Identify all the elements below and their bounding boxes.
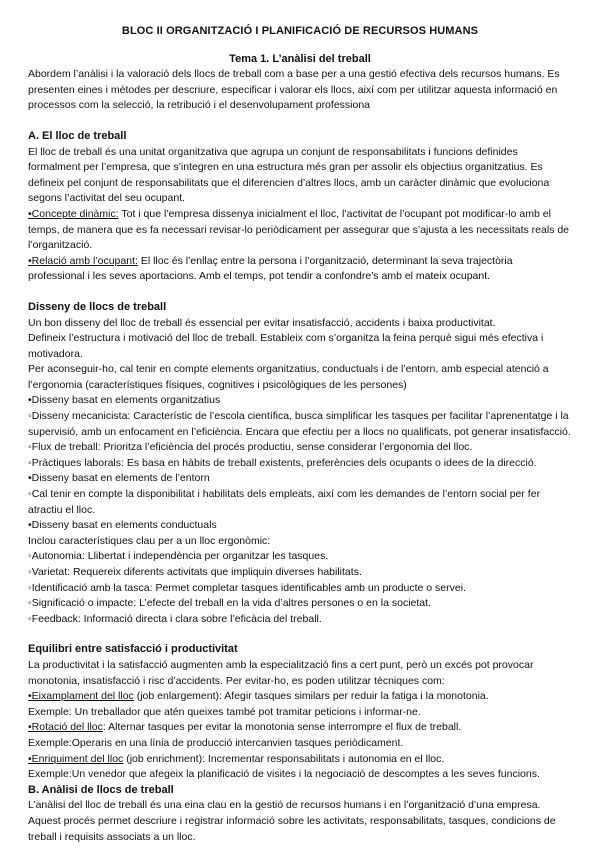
design-line: ◦Varietat: Requereix diferents activitats que impliquin diverses habilitats. xyxy=(28,566,362,578)
balance-paragraph: La productivitat i la satisfacció augmenten amb la especialització fins a cert punt, però un excés pot provocar monotonia, insatisfacció i risc d’accidents. Per evitar-ho, es poden utilitzar tècniques com: xyxy=(28,658,534,687)
section-a-heading: A. El lloc de treball xyxy=(28,129,127,142)
design-line: ◦Significació o impacte: L’efecte del treball en la vida d’altres persones o en la societat. xyxy=(28,597,431,610)
balance-heading: Equilibri entre satisfacció i productivitat xyxy=(28,643,238,656)
design-line: Per aconseguir-ho, cal tenir en compte elements organitzatius, conductuals i de l’entorn, amb especial atenció a l’ergonomia (característiques físiques, cognitives i psicològiques de les persones) xyxy=(28,363,549,391)
design-line: ◦Flux de treball: Prioritza l’eficiència del procés productiu, sense considerar l’ergonomia del lloc. xyxy=(28,441,473,454)
design-line: Inclou característiques clau per a un lloc ergonòmic: xyxy=(28,534,271,547)
topic-heading: Tema 1. L’anàlisi del treball xyxy=(229,52,371,65)
design-line: •Disseny basat en elements organitzatius xyxy=(28,394,221,407)
spacer xyxy=(28,114,572,129)
enrich-text: (job enrichment): Incrementar responsabilitats i autonomia en el lloc. xyxy=(123,752,445,765)
enlarge-text: (job enlargement): Afegir tasques similars per reduir la fatiga i la monotonia. xyxy=(133,690,489,703)
relation-label: •Relació amb l’ocupant: xyxy=(28,254,138,267)
document-title: BLOC II ORGANITZACIÓ I PLANIFICACIÓ DE RECURSOS HUMANS xyxy=(121,25,479,37)
enrich-example: Exemple:Un venedor que afegeix la planificació de visites i la negociació de descomptes a les seves funcions. xyxy=(28,768,540,781)
design-line: ◦Cal tenir en compte la disponibilitat i habilitats dels empleats, així com les demandes de l’entorn social per fer atractiu el lloc. xyxy=(28,488,541,516)
concept-item xyxy=(28,207,572,254)
relation-item xyxy=(28,254,572,285)
spacer xyxy=(28,285,572,300)
concept-text: Tot i que l’empresa dissenya inicialment el lloc, l’activitat de l’ocupant pot modificar-lo amb el temps, de manera que es fa necessari revisar-lo periòdicament per assegurar que s’ajusta a les necessitats reals de l’organització. xyxy=(28,207,570,252)
section-b-heading: B. Anàlisi de llocs de treball xyxy=(28,783,174,796)
intro-paragraph: Abordem l’anàlisi i la valoració dels llocs de treball com a base per a una gestió efectiva dels recursos humans. Es presenten eines i mètodes per descriure, especificar i valorar els llocs, així com per utilitzar aquesta informació en processos com la selecció, la retribució i el desenvolupament professiona xyxy=(28,68,560,112)
section-a-paragraph: El lloc de treball és una unitat organitzativa que agrupa un conjunt de responsabilitats i funcions definides formalment per l’empresa, que s’integren en una estructura més gran per assolir els objectius organitzatius. Es defineix pel conjunt de responsabilitats que el diferencien d’altres llocs, amb un caràcter dinàmic que evoluciona segons l’activitat del seu ocupant. xyxy=(28,145,550,205)
design-line: ◦Pràctiques laborals: Es basa en hàbits de treball existents, preferències dels ocupants o idees de la direcció. xyxy=(28,456,537,469)
spacer xyxy=(28,627,572,642)
enlarge-example: Exemple: Un treballador que atén queixes també pot tramitar peticions i informar-ne. xyxy=(28,705,421,718)
rotation-label: •Rotació del lloc xyxy=(28,721,103,734)
relation-text: El lloc és l’enllaç entre la persona i l’organització, determinant la seva trajectòria professional i les seves aportacions. Amb el temps, pot tendir a confondre’s amb el mateix ocupant. xyxy=(28,254,513,283)
rotation-text: : Alternar tasques per evitar la monotonia sense interrompre el flux de treball. xyxy=(102,721,462,734)
rotation-item xyxy=(28,720,572,736)
design-line: ◦Disseny mecanicista: Característic de l’escola científica, busca simplificar les tasques per facilitar l’aprenentatge i la supervisió, amb un enfocament en l’eficiència. Encara que efectiu per a llocs no qualificats, pot generar insatisfacció. xyxy=(28,410,571,438)
design-line: •Disseny basat en elements de l’entorn xyxy=(28,472,210,485)
section-b-paragraph: L’anàlisi del lloc de treball és una eina clau en la gestió de recursos humans i en l’organització d’una empresa. Aquest procés permet descriure i registrar informació sobre les activitats, responsabilitats, tasques, condicions de treball i requisits associats a un lloc. xyxy=(28,799,556,843)
enlarge-label: •Eixamplament del lloc xyxy=(28,690,134,703)
concept-label: •Concepte dinàmic: xyxy=(28,207,119,220)
design-heading: Disseny de llocs de treball xyxy=(28,300,167,313)
design-line: ◦Feedback: Informació directa i clara sobre l’eficàcia del treball. xyxy=(28,612,322,625)
design-line: Un bon disseny del lloc de treball és essencial per evitar insatisfacció, accidents i baixa productivitat. xyxy=(28,316,496,329)
design-line: Defineix l’estructura i motivació del lloc de treball. Estableix com s’organitza la feina perquè sigui més efectiva i motivadora. xyxy=(28,332,544,360)
enrich-item xyxy=(28,752,572,768)
design-line: ◦Autonomia: Llibertat i independència per organitzar les tasques. xyxy=(28,550,329,563)
design-line: ◦Identificació amb la tasca: Permet completar tasques identificables amb un producte o servei. xyxy=(28,581,466,594)
design-line: •Disseny basat en elements conductuals xyxy=(28,519,217,532)
enrich-label: •Enriquiment del lloc xyxy=(28,752,124,765)
rotation-example: Exemple:Operaris en una línia de producció intercanvien tasques periòdicament. xyxy=(28,736,404,749)
enlarge-item xyxy=(28,689,572,705)
